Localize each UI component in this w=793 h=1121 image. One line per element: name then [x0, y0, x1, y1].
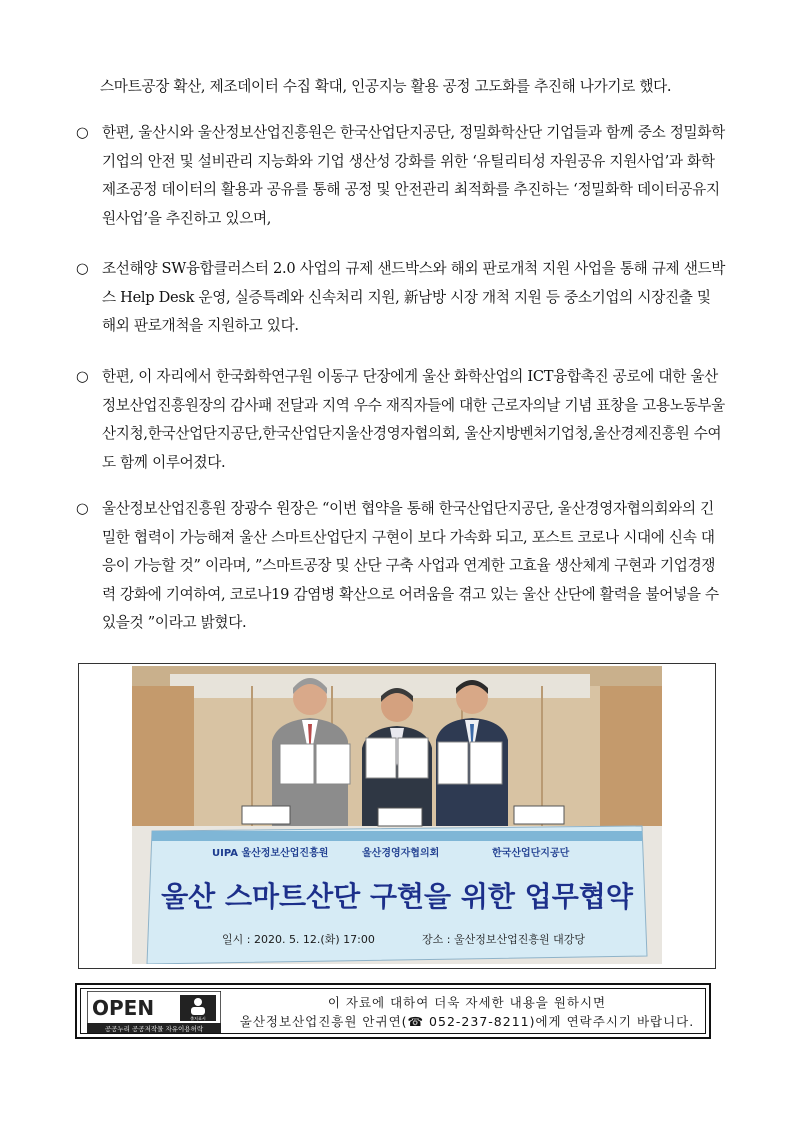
banner-logo-kicox: 한국산업단지공단	[492, 848, 570, 859]
photo-frame	[78, 663, 716, 969]
contact-line-1: 이 자료에 대하여 더욱 자세한 내용을 원하시면	[327, 995, 607, 1010]
banner-logo-employers: 울산경영자협의회	[362, 848, 440, 859]
ogl-caption-text: 공공누리 공공저작물 자유이용허락	[104, 1025, 204, 1033]
paragraph-1	[76, 119, 726, 233]
paragraph-text: 울산정보산업진흥원 장광수 원장은 “이번 협약을 통해 한국산업단지공단, 울산경영자협의회와의 긴밀한 협력이 가능해져 울산 스마트산업단지 구현이 보다 가속화 되고, 포스트 코로나 시대에 신속 대응이 가능할 것” 이라며, ”스마트공장 및 산단 구축 사업과 연계한 고효율 생산체계 구현과 기업경쟁력 강화에 기여하여, 코로나19 감염병 확산으로 어려움을 겪고 있는 울산 산단에 활력을 불어넣을 수 있을것 ”이라고 밝혔다.	[102, 500, 719, 631]
paragraph-2	[76, 255, 726, 341]
bullet-circle-icon: ○	[76, 260, 89, 277]
banner-place: 장소 : 울산정보산업진흥원 대강당	[422, 933, 585, 946]
bullet-circle-icon: ○	[76, 500, 89, 517]
banner-title: 울산 스마트산단 구현을 위한 업무협약	[161, 880, 633, 913]
kogl-open-license-logo	[87, 991, 221, 1033]
contact-text	[227, 993, 707, 1031]
paragraph-3	[76, 363, 726, 477]
ogl-open-text: OPEN	[92, 996, 155, 1020]
lead-line: 스마트공장 확산, 제조데이터 수집 확대, 인공지능 활용 공정 고도화를 추진해 나가기로 했다.	[100, 78, 672, 95]
bullet-circle-icon: ○	[76, 368, 89, 385]
paragraph-text: 한편, 이 자리에서 한국화학연구원 이동구 단장에게 울산 화학산업의 ICT융합촉진 공로에 대한 울산정보산업진흥원장의 감사패 전달과 지역 우수 재직자들에 대한 근로자의날 기념 표창을 고용노동부울산지청,한국산업단지공단,한국산업단지울산경영자협의회, 울산지방벤처기업청,울산경제진흥원 수여도 함께 이루어졌다.	[102, 368, 725, 471]
banner-logo-uipa: UIPA 울산정보산업진흥원	[212, 848, 329, 859]
bullet-circle-icon: ○	[76, 124, 89, 141]
paragraph-text: 한편, 울산시와 울산정보산업진흥원은 한국산업단지공단, 정밀화학산단 기업들과 함께 중소 정밀화학기업의 안전 및 설비관리 지능화와 기업 생산성 강화를 위한 ‘유틸리티성 자원공유 지원사업’과 화학제조공정 데이터의 활용과 공유를 통해 공정 및 안전관리 최적화를 추진하는 ‘정밀화학 데이터공유지원사업’을 추진하고 있으며,	[102, 124, 725, 227]
banner-date: 일시 : 2020. 5. 12.(화) 17:00	[222, 933, 375, 946]
contact-footer	[75, 983, 711, 1039]
paragraph-4	[76, 495, 726, 638]
contact-line-2: 울산정보산업진흥원 안귀연(☎ 052-237-8211)에게 연락주시기 바랍니다.	[239, 1014, 695, 1029]
paragraph-text: 조선해양 SW융합클러스터 2.0 사업의 규제 샌드박스와 해외 판로개척 지원 사업을 통해 규제 샌드박스 Help Desk 운영, 실증특례와 신속처리 지원, 新남방 시장 개척 지원 등 중소기업의 시장진출 및 해외 판로개척을 지원하고 있다.	[102, 260, 726, 334]
ogl-type-text: 출처표시	[190, 1016, 206, 1021]
signing-ceremony-photo	[132, 666, 662, 964]
